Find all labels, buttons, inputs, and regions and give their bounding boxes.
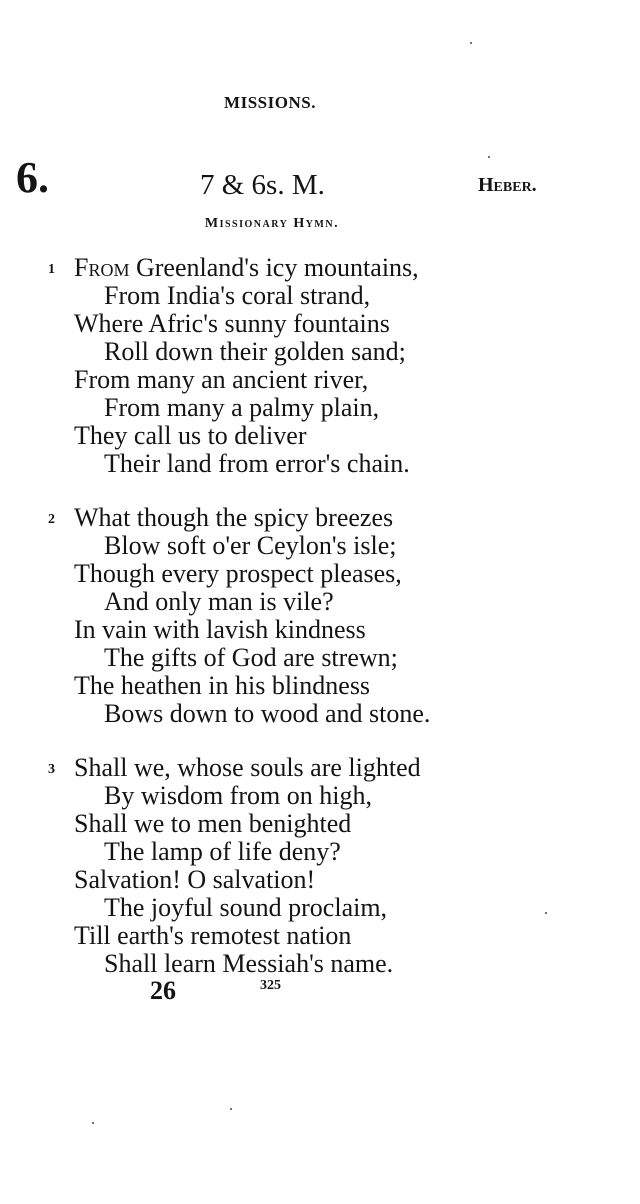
verse-line: Shall learn Messiah's name. <box>104 949 394 978</box>
hymn-number: 6. <box>16 153 49 202</box>
verse-line: Bows down to wood and stone. <box>104 699 431 728</box>
verse-line: The lamp of life deny? <box>104 837 341 866</box>
verse-line: What though the spicy breezes <box>74 503 394 532</box>
verse-line <box>74 254 419 282</box>
scan-speck <box>470 42 472 44</box>
verse-line-rest: Greenland's icy mountains, <box>129 253 419 282</box>
verse-line: Their land from error's chain. <box>104 449 410 478</box>
verse-line: Shall we to men benighted <box>74 809 352 838</box>
meter: 7 & 6s. M. <box>200 169 325 201</box>
verse-number: 3 <box>48 762 55 777</box>
scan-speck <box>545 912 547 914</box>
verse-line: They call us to deliver <box>74 421 307 450</box>
verse-line: From many a palmy plain, <box>104 393 380 422</box>
verse-line: From India's coral strand, <box>104 281 371 310</box>
verse-line: The heathen in his blindness <box>74 671 371 700</box>
verse-line: Roll down their golden sand; <box>104 337 406 366</box>
section-heading: MISSIONS. <box>224 93 316 112</box>
scan-speck <box>488 156 490 158</box>
verse-number: 2 <box>48 512 55 527</box>
verse-line: Though every prospect pleases, <box>74 559 402 588</box>
author-attribution: Heber. <box>478 174 537 196</box>
hymn-title: Missionary Hymn. <box>204 216 340 231</box>
scan-speck <box>92 1122 94 1124</box>
scan-speck <box>230 1108 232 1110</box>
verse-line: And only man is vile? <box>104 587 334 616</box>
verse-line: Till earth's remotest nation <box>74 921 352 950</box>
verse-line: From many an ancient river, <box>74 365 369 394</box>
verse-line: Blow soft o'er Ceylon's isle; <box>104 531 397 560</box>
verse-number: 1 <box>48 262 55 277</box>
drop-word: From <box>74 253 130 282</box>
verse-line: By wisdom from on high, <box>104 781 372 810</box>
page-number: 26 <box>150 976 176 1005</box>
verse-line: The joyful sound proclaim, <box>104 893 388 922</box>
verse-line: Shall we, whose souls are lighted <box>74 753 421 782</box>
verse-line: Where Afric's sunny fountains <box>74 309 390 338</box>
verse-line: The gifts of God are strewn; <box>104 643 398 672</box>
signature-mark: 325 <box>260 978 281 993</box>
verse-line: Salvation! O salvation! <box>74 865 316 894</box>
verse-line: In vain with lavish kindness <box>74 615 366 644</box>
